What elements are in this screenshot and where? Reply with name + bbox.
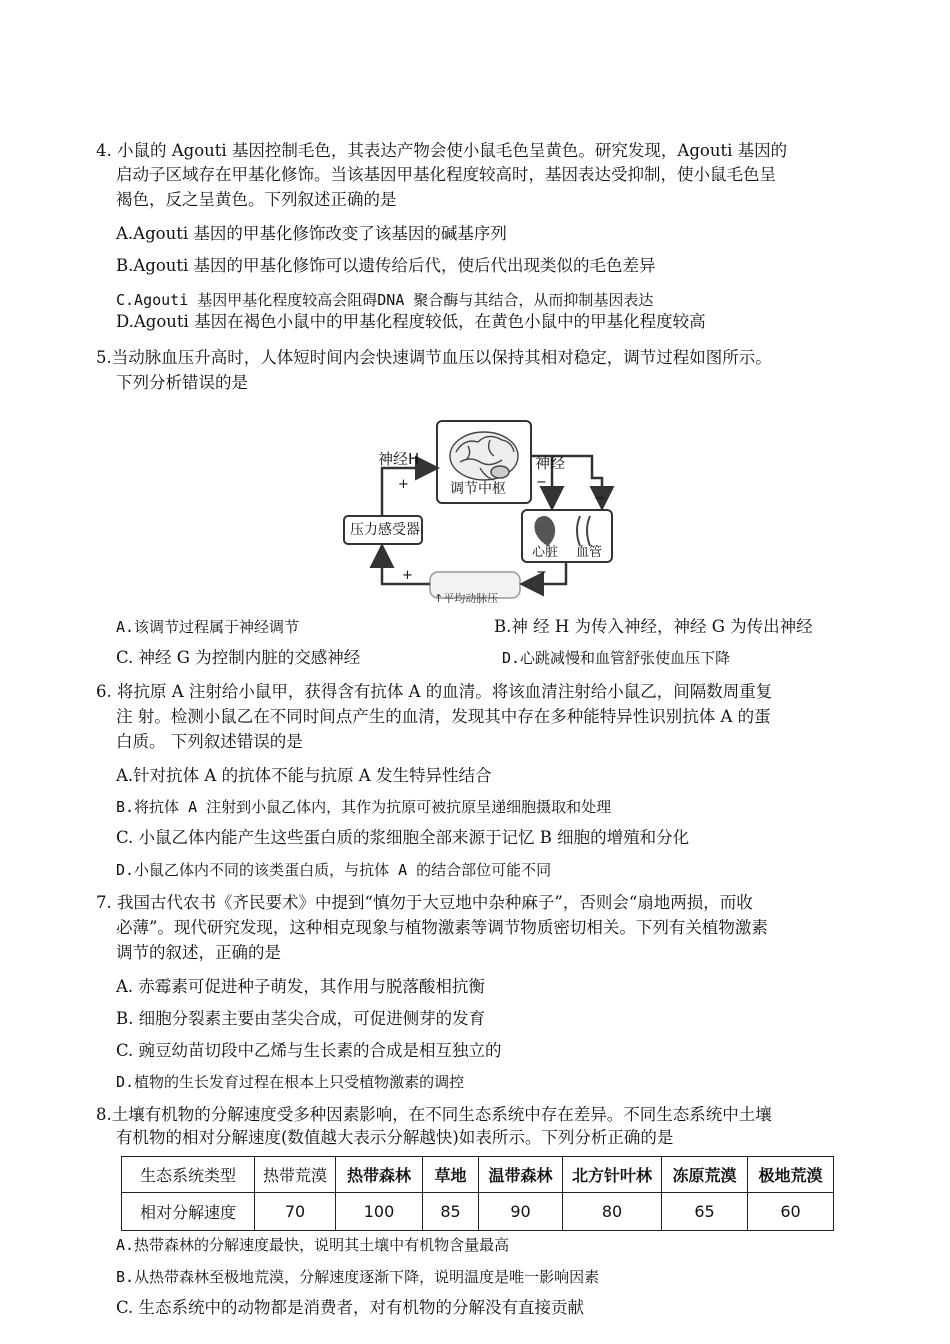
q4-stem-line: 4. 小鼠的 Agouti 基因控制毛色，其表达产物会使小鼠毛色呈黄色。研究发现，Agouti 基因的 [96, 141, 788, 160]
q7-option-a: A. 赤霉素可促进种子萌发，其作用与脱落酸相抗衡 [116, 977, 485, 996]
table-row [122, 1193, 834, 1231]
q6-option-c: C. 小鼠乙体内能产生这些蛋白质的浆细胞全部来源于记忆 B 细胞的增殖和分化 [116, 828, 690, 847]
q5-option-d: D.心跳减慢和血管舒张使血压下降 [502, 649, 731, 667]
table-header-cell: 北方针叶林 [563, 1157, 662, 1193]
q6-option-d: D.小鼠乙体内不同的该类蛋白质，与抗体 A 的结合部位可能不同 [116, 861, 552, 879]
q7-stem-line: 调节的叙述，正确的是 [116, 943, 281, 962]
q8-option-c: C. 生态系统中的动物都是消费者，对有机物的分解没有直接贡献 [116, 1298, 585, 1317]
table-header-cell: 冻原荒漠 [662, 1157, 748, 1193]
q4-option-d: D.Agouti 基因在褐色小鼠中的甲基化程度较低，在黄色小鼠中的甲基化程度较高 [116, 312, 706, 331]
receptor-label: 压力感受器 [350, 522, 420, 538]
q5-option-b: B.神 经 H 为传入神经，神经 G 为传出神经 [494, 617, 813, 636]
table-cell: 100 [336, 1193, 423, 1231]
q4-option-b: B.Agouti 基因的甲基化修饰可以遗传给后代，使后代出现类似的毛色差异 [116, 256, 656, 275]
vessel-label: 血管 [576, 545, 603, 560]
pressure-sign: + [402, 568, 413, 583]
heart-label: 心脏 [532, 545, 559, 560]
table-cell: 85 [423, 1193, 479, 1231]
table-cell: 65 [662, 1193, 748, 1231]
q8-option-a: A.热带森林的分解速度最快，说明其土壤中有机物含量最高 [116, 1236, 510, 1254]
q6-stem-line: 6. 将抗原 A 注射给小鼠甲，获得含有抗体 A 的血清。将该血清注射给小鼠乙，间隔数周重复 [96, 682, 773, 701]
q7-option-c: C. 豌豆幼苗切段中乙烯与生长素的合成是相互独立的 [116, 1041, 502, 1060]
q8-stem-line: 8.土壤有机物的分解速度受多种因素影响，在不同生态系统中存在差异。不同生态系统中土壤 [96, 1105, 772, 1124]
q6-option-b: B.将抗体 A 注射到小鼠乙体内，其作为抗原可被抗原呈递细胞摄取和处理 [116, 798, 612, 816]
q4-stem-line: 褐色，反之呈黄色。下列叙述正确的是 [116, 190, 397, 209]
decomposition-table [121, 1156, 834, 1231]
table-cell: 70 [255, 1193, 336, 1231]
nerve-h-label: 神经H [378, 450, 420, 468]
nerve-g-label: 神经 [535, 454, 566, 472]
q7-option-b: B. 细胞分裂素主要由茎尖合成，可促进侧芽的发育 [116, 1009, 486, 1028]
q4-option-c: C.Agouti 基因甲基化程度较高会阻碍DNA 聚合酶与其结合，从而抑制基因表达 [116, 291, 654, 309]
center-label: 调节中枢 [450, 481, 506, 497]
q5-option-c: C. 神经 G 为控制内脏的交感神经 [116, 648, 361, 667]
q5-option-a: A.该调节过程属于神经调节 [116, 618, 300, 636]
diagram-graphics [340, 418, 630, 608]
nerve-h-sign: + [398, 477, 409, 492]
table-header-cell: 温带森林 [479, 1157, 563, 1193]
q6-stem-line: 白质。 下列叙述错误的是 [116, 732, 303, 751]
table-cell: 90 [479, 1193, 563, 1231]
table-header-row [122, 1157, 834, 1193]
q5-stem-line: 5.当动脉血压升高时，人体短时间内会快速调节血压以保持其相对稳定，调节过程如图所示。 [96, 348, 772, 367]
q4-option-a: A.Agouti 基因的甲基化修饰改变了该基因的碱基序列 [116, 224, 507, 243]
q4-stem-line: 启动子区域存在甲基化修饰。当该基因甲基化程度较高时，基因表达受抑制，使小鼠毛色呈 [116, 165, 776, 184]
table-header-cell: 草地 [423, 1157, 479, 1193]
table-header-label: 生态系统类型 [122, 1157, 255, 1193]
q6-option-a: A.针对抗体 A 的抗体不能与抗原 A 发生特异性结合 [116, 766, 492, 785]
nerve-g-sign-heart: − [536, 475, 547, 490]
table-cell: 60 [748, 1193, 834, 1231]
table-header-cell: 热带森林 [336, 1157, 423, 1193]
table-row-label: 相对分解速度 [122, 1193, 255, 1231]
brain-icon [450, 432, 518, 480]
nerve-g-sign-vessel: − [594, 491, 605, 506]
table-header-cell: 极地荒漠 [748, 1157, 834, 1193]
q6-stem-line: 注 射。检测小鼠乙在不同时间点产生的血清，发现其中存在多种能特异性识别抗体 A 的蛋 [116, 707, 771, 726]
q7-stem-line: 必薄”。现代研究发现，这种相克现象与植物激素等调节物质密切相关。下列有关植物激素 [116, 918, 768, 937]
table-header-cell: 热带荒漠 [255, 1157, 336, 1193]
q5-stem-line: 下列分析错误的是 [116, 373, 248, 392]
blood-pressure-regulation-diagram [340, 418, 630, 608]
pressure-label: ↑平均动脉压 [434, 592, 499, 605]
q8-stem-line: 有机物的相对分解速度(数值越大表示分解越快)如表所示。下列分析正确的是 [116, 1128, 674, 1147]
q8-option-b: B.从热带森林至极地荒漠，分解速度逐渐下降，说明温度是唯一影响因素 [116, 1268, 600, 1286]
q7-stem-line: 7. 我国古代农书《齐民要术》中提到“慎勿于大豆地中杂种麻子”，否则会“扇地两损，而收 [96, 893, 753, 912]
table-cell: 80 [563, 1193, 662, 1231]
q7-option-d: D.植物的生长发育过程在根本上只受植物激素的调控 [116, 1073, 465, 1091]
effector-sign: − [536, 565, 547, 580]
